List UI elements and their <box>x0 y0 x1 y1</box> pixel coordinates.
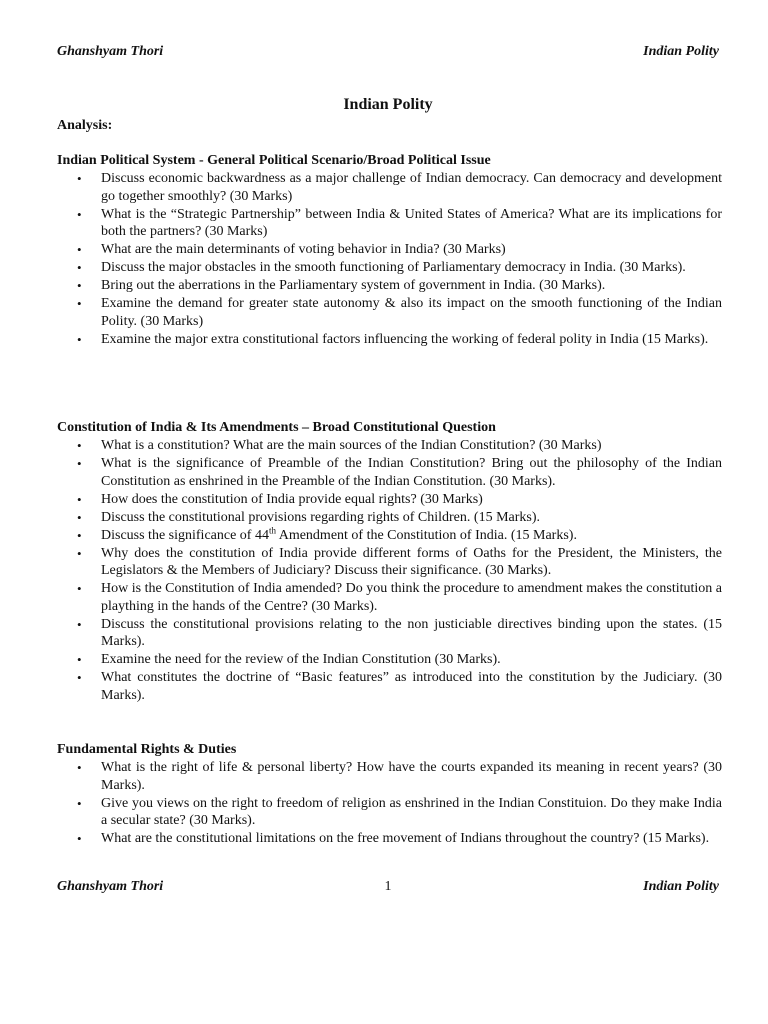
bullet-icon: • <box>77 438 82 453</box>
question-text: Discuss the major obstacles in the smooth functioning of Parliamentary democracy in India. (30 Marks). <box>101 260 686 275</box>
bullet-icon: • <box>77 171 82 186</box>
question-item <box>57 580 722 615</box>
question-text: What is the significance of Preamble of the Indian Constitution? Bring out the philosophy of the Indian Constitution as enshrined in the Preamble of the Indian Constitution. (30 Marks). <box>101 456 722 489</box>
bullet-icon: • <box>77 616 82 632</box>
question-text: Discuss the significance of 44th Amendment of the Constitution of India. (15 Marks). <box>101 524 577 543</box>
question-text: What is a constitution? What are the main sources of the Indian Constitution? (30 Marks) <box>101 438 602 453</box>
question-text: What are the constitutional limitations on the free movement of Indians throughout the country? (15 Marks). <box>101 831 710 846</box>
analysis-label: Analysis: <box>57 118 113 133</box>
question-item <box>57 669 722 704</box>
question-item <box>57 759 722 794</box>
question-item <box>57 795 722 830</box>
page-title: Indian Polity <box>343 96 433 113</box>
question-item <box>57 616 722 651</box>
section-heading: Indian Political System - General Political Scenario/Broad Political Issue <box>57 153 491 168</box>
question-item <box>57 545 722 580</box>
question-text: Bring out the aberrations in the Parliamentary system of government in India. (30 Marks). <box>101 278 606 293</box>
bullet-icon: • <box>77 831 82 846</box>
footer-author: Ghanshyam Thori <box>57 879 164 894</box>
page-number: 1 <box>384 879 392 894</box>
question-text: What is the “Strategic Partnership” between India & United States of America? What are its implications for both the partners? (30 Marks) <box>101 206 722 239</box>
question-text: What are the main determinants of voting behavior in India? (30 Marks) <box>101 242 506 257</box>
question-text: Why does the constitution of India provide different forms of Oaths for the President, the Ministers, the Legislators & the Members of Judiciary? Discuss their significance. (30 Marks). <box>101 545 722 578</box>
bullet-icon: • <box>77 795 82 811</box>
question-list <box>57 759 722 848</box>
question-item <box>57 651 722 669</box>
question-text: Examine the need for the review of the Indian Constitution (30 Marks). <box>101 652 501 667</box>
question-text: Give you views on the right to freedom of religion as enshrined in the Indian Constituion. Do they make India a secular state? (30 Marks). <box>101 795 722 828</box>
question-text: Examine the demand for greater state autonomy & also its impact on the smooth functioning of the Indian Polity. (30 Marks) <box>101 296 722 329</box>
question-item <box>57 259 722 277</box>
running-header <box>57 44 719 62</box>
bullet-icon: • <box>77 491 82 507</box>
bullet-icon: • <box>77 760 82 775</box>
header-subject: Indian Polity <box>643 44 719 59</box>
question-item <box>57 491 722 509</box>
question-item <box>57 277 722 295</box>
question-item <box>57 206 722 241</box>
bullet-icon: • <box>77 331 82 347</box>
question-item <box>57 170 722 205</box>
bullet-icon: • <box>77 456 82 471</box>
question-item <box>57 509 722 527</box>
bullet-icon: • <box>77 509 82 525</box>
question-item <box>57 455 722 490</box>
question-text: How is the Constitution of India amended? Do you think the procedure to amendment makes the constitution a plaything in the hands of the Centre? (30 Marks). <box>101 581 722 614</box>
bullet-icon: • <box>77 670 82 685</box>
bullet-icon: • <box>77 545 82 561</box>
question-item <box>57 524 722 545</box>
question-list <box>57 170 722 348</box>
question-text: Discuss the constitutional provisions regarding rights of Children. (15 Marks). <box>101 509 540 525</box>
question-list <box>57 437 722 704</box>
question-item <box>57 830 722 848</box>
bullet-icon: • <box>77 260 82 275</box>
question-text: How does the constitution of India provide equal rights? (30 Marks) <box>101 491 483 507</box>
bullet-icon: • <box>77 278 82 293</box>
bullet-icon: • <box>77 652 82 667</box>
footer-subject: Indian Polity <box>643 879 719 894</box>
question-text: Examine the major extra constitutional factors influencing the working of federal polity in India (15 Marks). <box>101 331 709 347</box>
running-footer <box>57 879 719 897</box>
bullet-icon: • <box>77 296 82 311</box>
bullet-icon: • <box>77 527 82 543</box>
section-fundamental-rights <box>57 741 722 848</box>
ordinal-suffix: th <box>268 524 276 535</box>
section-heading: Fundamental Rights & Duties <box>57 742 237 757</box>
bullet-icon: • <box>77 242 82 257</box>
question-text: What constitutes the doctrine of “Basic features” as introduced into the constitution by the Judiciary. (30 Marks). <box>101 670 722 703</box>
section-political-system <box>57 152 722 349</box>
question-text: Discuss the constitutional provisions relating to the non justiciable directives binding upon the states. (15 Marks). <box>101 616 722 649</box>
bullet-icon: • <box>77 581 82 596</box>
question-item <box>57 295 722 330</box>
question-text: What is the right of life & personal liberty? How have the courts expanded its meaning in recent years? (30 Marks). <box>101 760 722 793</box>
question-item <box>57 437 722 455</box>
question-text: Discuss economic backwardness as a major challenge of Indian democracy. Can democracy and development go together smoothly? (30 Marks) <box>101 171 722 204</box>
header-author: Ghanshyam Thori <box>57 44 164 59</box>
bullet-icon: • <box>77 206 82 222</box>
section-heading: Constitution of India & Its Amendments – Broad Constitutional Question <box>57 420 496 435</box>
question-item <box>57 331 722 349</box>
section-constitution-amendments <box>57 419 722 705</box>
question-item <box>57 241 722 259</box>
